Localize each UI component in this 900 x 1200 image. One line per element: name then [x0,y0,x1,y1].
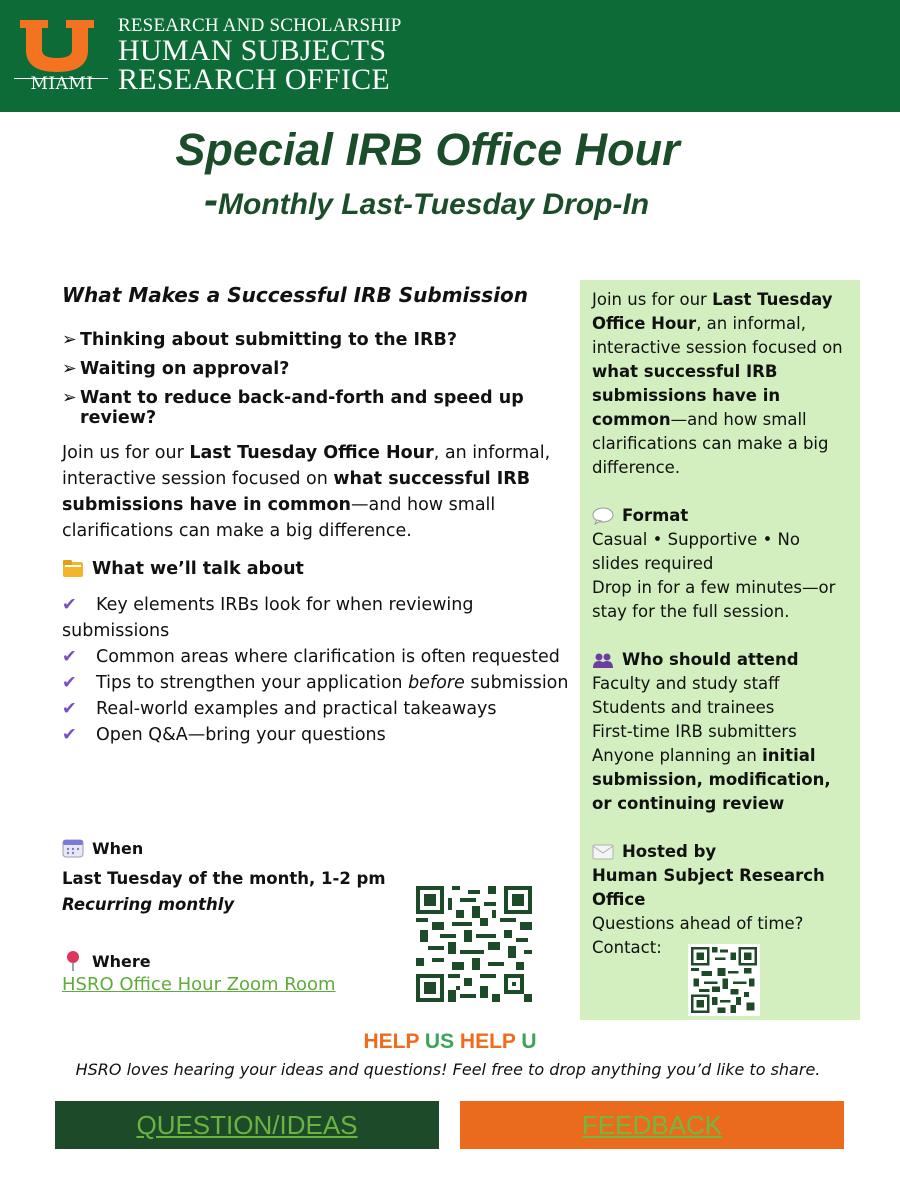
attend-heading [592,648,848,672]
question-text: Want to reduce back-and-forth and speed up review? [80,388,524,428]
u-logo-icon [18,18,96,74]
intro-bold: Last Tuesday Office Hour [189,443,434,463]
intro-text: Join us for our [62,443,190,463]
header-banner [0,0,900,112]
speech-bubble-icon [592,507,614,525]
hosted-heading [592,840,848,864]
check-icon: ✔ [62,673,77,693]
question-item [62,330,572,350]
subtitle-text: Monthly Last-Tuesday Drop-In [218,188,650,221]
talk-item [62,644,572,670]
when-heading [62,838,386,858]
logo-miami-text: MIAMI [30,74,94,94]
question-text: Thinking about submitting to the IRB? [80,330,458,350]
talk-item [62,722,572,748]
subtitle-dash: - [204,176,218,223]
header-line2: HUMAN SUBJECTS [118,34,387,67]
talk-item-text: submission [464,673,569,693]
attend-heading-text: Who should attend [622,650,799,669]
page-subtitle [204,176,649,224]
help-word: U [521,1030,537,1053]
talk-item [62,696,572,722]
format-heading-text: Format [622,506,689,525]
pushpin-icon [62,950,84,972]
feedback-invite: HSRO loves hearing your ideas and questions! Feel free to drop anything you’d like to share. [75,1060,821,1079]
talk-item-text: Key elements IRBs look for when reviewing submissions [62,595,474,641]
where-heading [62,950,336,972]
sidebar-intro [592,288,848,480]
attend-item: Faculty and study staff [592,674,780,693]
question-ideas-button[interactable]: QUESTION/IDEAS [55,1101,439,1149]
attend-item-text: Anyone planning an [592,746,763,765]
zoom-qr-code[interactable] [416,886,532,1002]
attend-item: Students and trainees [592,698,775,717]
help-us-help-u [0,1030,900,1054]
talk-item-text: Real-world examples and practical takeaways [96,699,497,719]
hosted-org: Human Subject Research Office [592,866,825,909]
talk-item [62,670,572,696]
talk-item-text: Tips to strengthen your application [96,673,409,693]
check-icon: ✔ [62,595,77,615]
envelope-icon [592,844,614,860]
question-item [62,388,572,428]
questions-line: Questions ahead of time? [592,914,804,933]
intro-bold: what successful IRB submissions have in common [62,469,531,515]
hosted-heading-text: Hosted by [622,842,717,861]
sidebar-intro-text: —and how small clarifications can make a big difference. [592,410,829,477]
people-icon [592,651,614,669]
check-icon: ✔ [62,699,77,719]
talk-heading-text: What we’ll talk about [92,559,304,579]
arrow-icon: ➢ [62,330,77,350]
feedback-button[interactable]: FEEDBACK [460,1101,844,1149]
page-title: Special IRB Office Hour [175,124,680,175]
intro-text: —and how small clarifications can make a big difference. [62,495,496,541]
sidebar-intro-bold: Last Tuesday Office Hour [592,290,833,333]
check-icon: ✔ [62,647,77,667]
help-word: US [424,1030,460,1053]
header-line1: RESEARCH AND SCHOLARSHIP [118,15,402,36]
sidebar-intro-text: , an informal, interactive session focused on [592,314,843,357]
sidebar-intro-text: Join us for our [592,290,713,309]
check-icon: ✔ [62,725,77,745]
where-section [62,950,336,995]
when-section [62,838,386,918]
info-sidebar [580,280,860,1020]
when-schedule: Last Tuesday of the month, 1-2 pm [62,869,386,888]
talk-item-text: Open Q&A—bring your questions [96,725,386,745]
office-name [118,16,402,94]
talk-item-text: Common areas where clarification is often requested [96,647,560,667]
sidebar-intro-bold: what successful IRB submissions have in common [592,362,781,429]
when-heading-text: When [92,838,144,858]
university-logo [12,14,96,96]
question-item [62,359,572,379]
intro-paragraph [62,440,572,544]
when-recurring: Recurring monthly [62,895,235,914]
where-heading-text: Where [92,951,151,971]
talk-list [62,592,572,748]
talk-item-italic: before [408,673,465,693]
arrow-icon: ➢ [62,388,77,408]
talk-heading [62,556,572,582]
format-line: Drop in for a few minutes—or stay for the full session. [592,578,836,621]
help-word: HELP [363,1030,425,1053]
contact-label: Contact: [592,938,662,957]
format-heading [592,504,848,528]
zoom-room-link[interactable]: HSRO Office Hour Zoom Room [62,974,336,995]
talk-item [62,592,572,644]
format-line: Casual • Supportive • No slides required [592,530,800,573]
calendar-icon [62,838,84,858]
contact-qr-code[interactable] [688,944,760,1016]
question-list [62,330,572,428]
attend-item [592,744,848,816]
left-column [62,280,572,748]
arrow-icon: ➢ [62,359,77,379]
header-line3: RESEARCH OFFICE [118,63,391,96]
section-title: What Makes a Successful IRB Submission [62,283,529,307]
attend-item-bold: initial submission, modification, or continuing review [592,746,831,813]
attend-item: First-time IRB submitters [592,722,797,741]
intro-text: , an informal, interactive session focused on [62,443,551,489]
question-text: Waiting on approval? [80,359,290,379]
help-word: HELP [459,1030,522,1053]
folder-icon [62,559,84,579]
